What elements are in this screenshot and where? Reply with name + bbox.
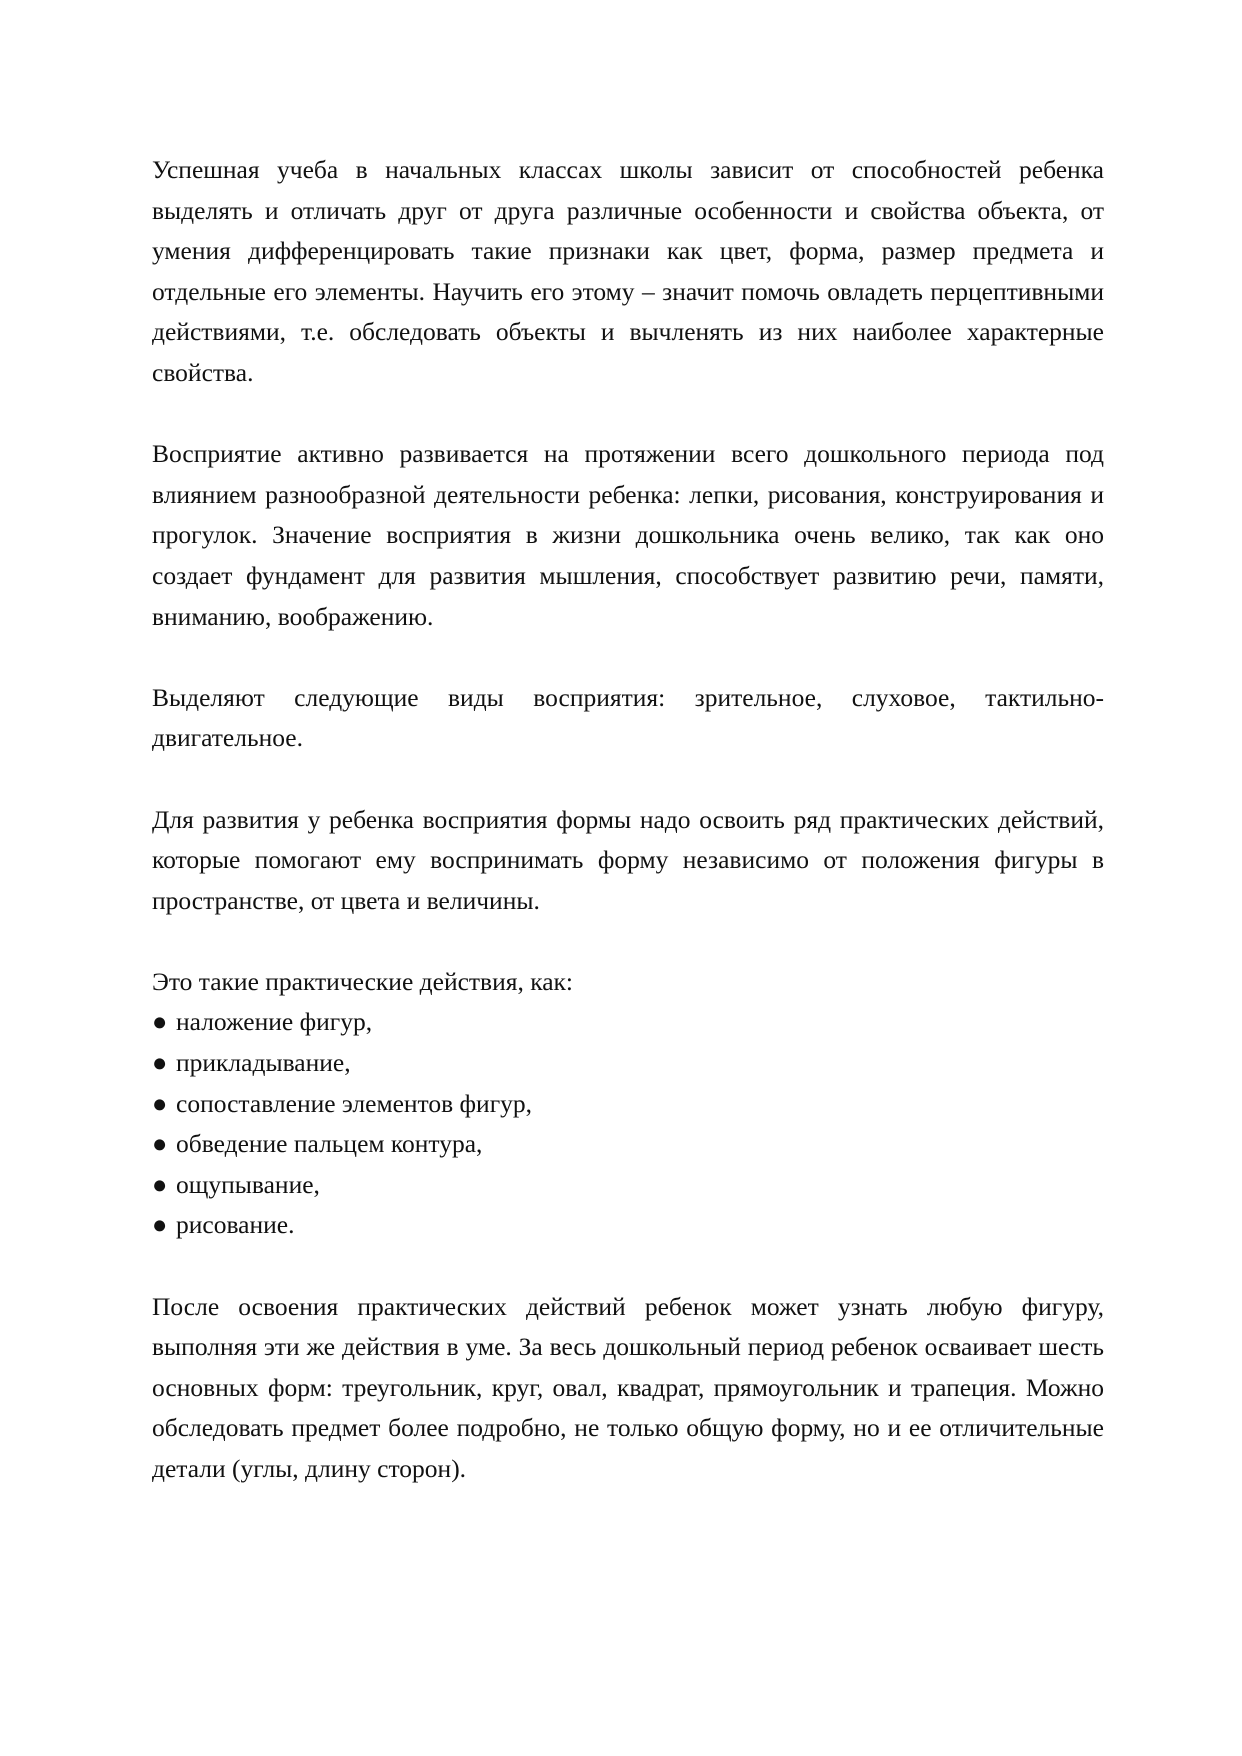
list-item [152,1084,1104,1125]
list-item [152,1043,1104,1084]
list-item [152,1002,1104,1043]
list-item [152,1124,1104,1165]
bullet-icon: ● [152,1169,168,1199]
paragraph-school-success: Успешная учеба в начальных классах школы зависит от способностей ребенка выделять и отличать друг от друга различные особенности и свойства объекта, от умения дифференцировать такие признаки как цвет, форма, размер предмета и отдельные его элементы. Научить его этому – значит помочь овладеть перцептивными действиями, т.е. обследовать объекты и вычленять из них наиболее характерные свойства. [152,155,1104,387]
list-item-text: сопоставление элементов фигур, [176,1088,533,1118]
document-page [152,150,1104,1530]
bullet-icon: ● [152,1210,168,1240]
bullet-icon: ● [152,1007,168,1037]
list-item-text: обведение пальцем контура, [176,1129,483,1159]
list-item [152,1205,1104,1246]
practical-actions-list [152,1002,1104,1246]
list-intro: Это такие практические действия, как: [152,966,574,996]
paragraph-perception-development: Восприятие активно развивается на протяжении всего дошкольного периода под влиянием разнообразной деятельности ребенка: лепки, рисования, конструирования и прогулок. Значение восприятия в жизни дошкольника очень велико, так как оно создает фундамент для развития мышления, способствует развитию речи, памяти, вниманию, воображению. [152,439,1104,631]
list-item-text: прикладывание, [176,1048,351,1078]
bullet-icon: ● [152,1088,168,1118]
list-item [152,1165,1104,1206]
paragraph-after-mastering: После освоения практических действий ребенок может узнать любую фигуру, выполняя эти же действия в уме. За весь дошкольный период ребенок осваивает шесть основных форм: треугольник, круг, овал, квадрат, прямоугольник и трапеция. Можно обследовать предмет более подробно, не только общую форму, но и ее отличительные детали (углы, длину сторон). [152,1291,1104,1483]
list-item-text: рисование. [176,1210,295,1240]
paragraph-form-perception: Для развития у ребенка восприятия формы надо освоить ряд практических действий, которые помогают ему воспринимать форму независимо от положения фигуры в пространстве, от цвета и величины. [152,804,1104,915]
list-item-text: наложение фигур, [176,1007,373,1037]
bullet-icon: ● [152,1048,168,1078]
paragraph-perception-types: Выделяют следующие виды восприятия: зрительное, слуховое, тактильно-двигательное. [152,682,1104,753]
list-item-text: ощупывание, [176,1169,320,1199]
bullet-icon: ● [152,1129,168,1159]
